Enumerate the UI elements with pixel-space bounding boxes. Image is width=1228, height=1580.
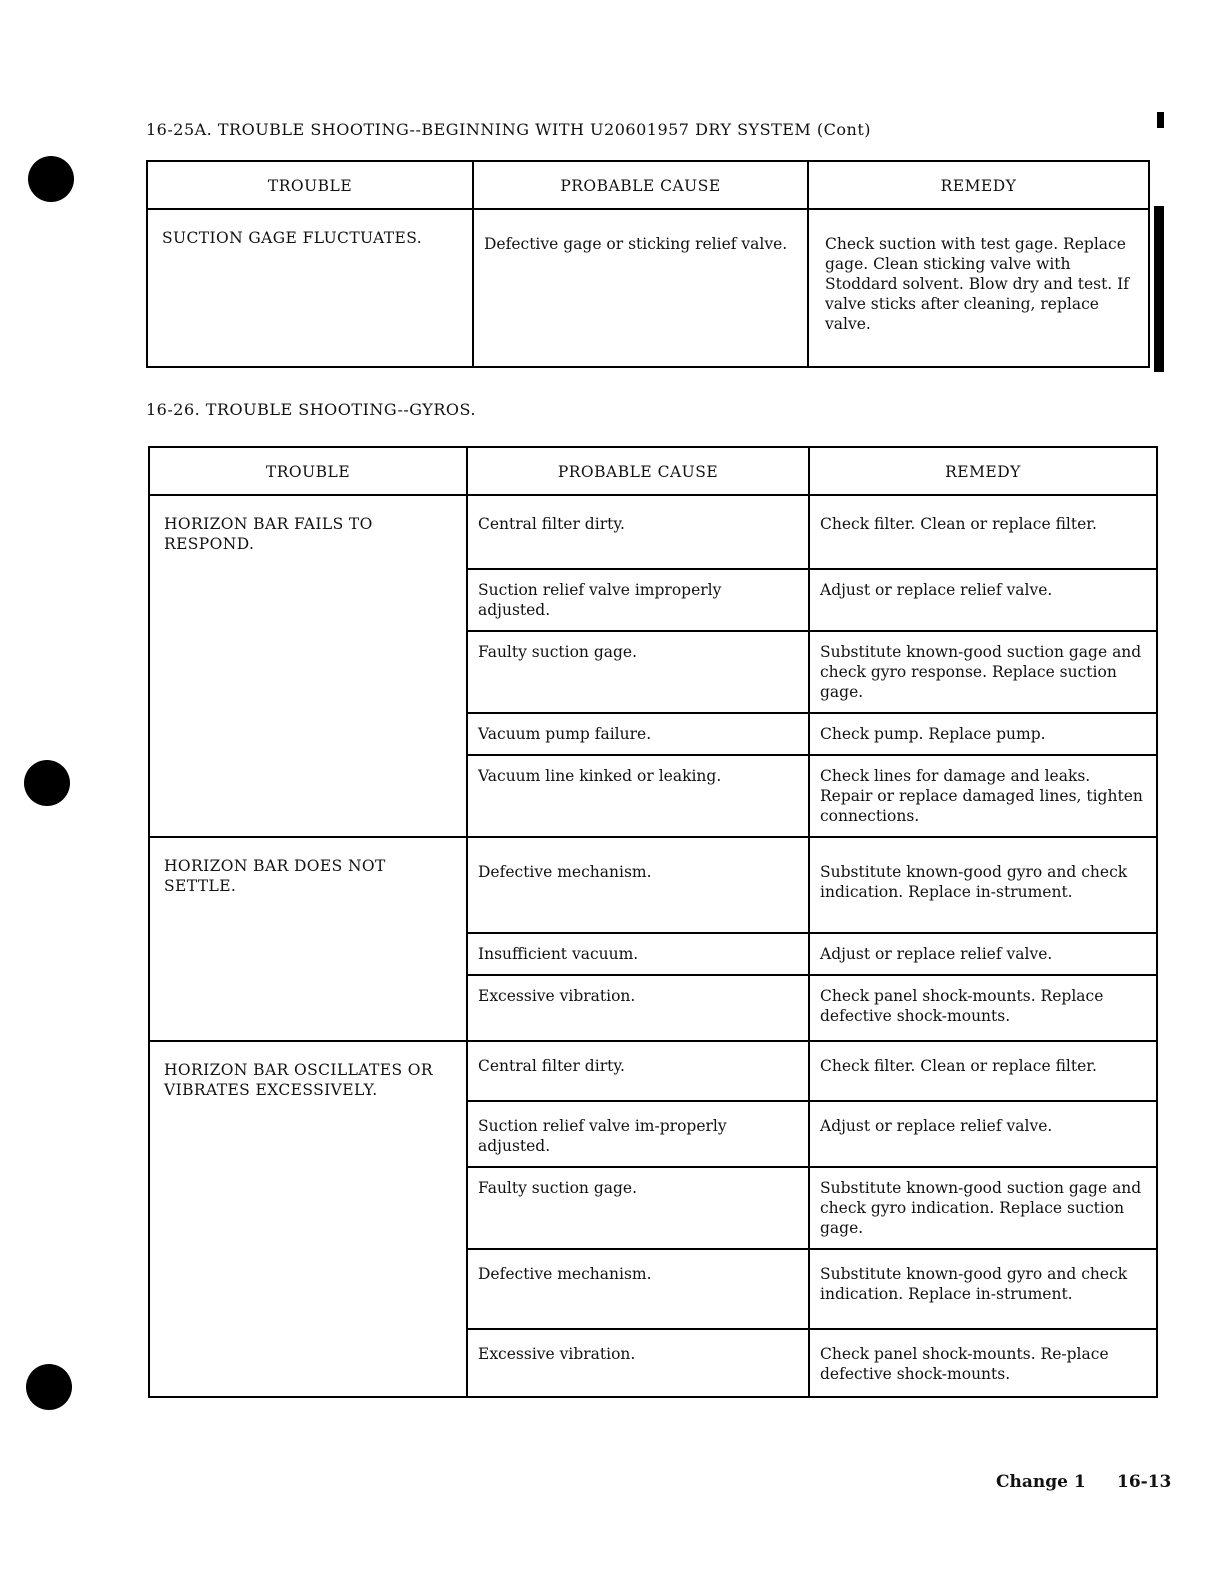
troubleshooting-table-dry-system: [146, 160, 1150, 368]
remedy-cell: Check filter. Clean or replace filter.: [809, 495, 1157, 569]
table-row: [149, 1041, 1157, 1101]
cause-cell: Defective mechanism.: [467, 837, 809, 933]
remedy-cell: Adjust or replace relief valve.: [809, 1101, 1157, 1167]
remedy-cell: Check suction with test gage. Replace gage. Clean sticking valve with Stoddard solvent. Blow dry and test. If valve sticks after cleaning, replace valve.: [808, 209, 1149, 367]
remedy-cell: Substitute known-good gyro and check indication. Replace in-strument.: [809, 1249, 1157, 1329]
remedy-cell: Adjust or replace relief valve.: [809, 569, 1157, 631]
change-bar: [1154, 206, 1164, 372]
remedy-cell: Check panel shock-mounts. Re-place defective shock-mounts.: [809, 1329, 1157, 1397]
binder-hole-middle: [24, 760, 70, 806]
remedy-cell: Adjust or replace relief valve.: [809, 933, 1157, 975]
table-row: [149, 837, 1157, 933]
cause-cell: Vacuum pump failure.: [467, 713, 809, 755]
footer-page-number: 16-13: [1117, 1472, 1172, 1492]
header-remedy: REMEDY: [809, 447, 1157, 495]
table-row: [147, 209, 1149, 367]
cause-cell: Excessive vibration.: [467, 975, 809, 1041]
header-probable-cause: PROBABLE CAUSE: [473, 161, 808, 209]
table-header-row: [149, 447, 1157, 495]
table-row: [149, 495, 1157, 569]
binder-hole-bottom: [26, 1364, 72, 1410]
section-title-16-26: 16-26. TROUBLE SHOOTING--GYROS.: [146, 400, 476, 419]
cause-cell: Insufficient vacuum.: [467, 933, 809, 975]
trouble-cell: HORIZON BAR OSCILLATES OR VIBRATES EXCESSIVELY.: [149, 1041, 467, 1397]
change-mark-top: [1157, 112, 1164, 128]
trouble-cell: SUCTION GAGE FLUCTUATES.: [147, 209, 473, 367]
cause-cell: Vacuum line kinked or leaking.: [467, 755, 809, 837]
table-header-row: [147, 161, 1149, 209]
remedy-cell: Substitute known-good suction gage and check gyro indication. Replace suction gage.: [809, 1167, 1157, 1249]
cause-cell: Faulty suction gage.: [467, 631, 809, 713]
remedy-cell: Check lines for damage and leaks. Repair or replace damaged lines, tighten connections.: [809, 755, 1157, 837]
remedy-cell: Substitute known-good suction gage and check gyro response. Replace suction gage.: [809, 631, 1157, 713]
trouble-cell: HORIZON BAR DOES NOT SETTLE.: [149, 837, 467, 1041]
cause-cell: Faulty suction gage.: [467, 1167, 809, 1249]
troubleshooting-table-gyros: [148, 446, 1158, 1398]
footer-change: Change 1: [996, 1472, 1086, 1492]
remedy-cell: Check panel shock-mounts. Replace defective shock-mounts.: [809, 975, 1157, 1041]
cause-cell: Excessive vibration.: [467, 1329, 809, 1397]
header-trouble: TROUBLE: [149, 447, 467, 495]
remedy-cell: Check filter. Clean or replace filter.: [809, 1041, 1157, 1101]
header-probable-cause: PROBABLE CAUSE: [467, 447, 809, 495]
header-trouble: TROUBLE: [147, 161, 473, 209]
header-remedy: REMEDY: [808, 161, 1149, 209]
cause-cell: Suction relief valve improperly adjusted.: [467, 569, 809, 631]
cause-cell: Central filter dirty.: [467, 495, 809, 569]
binder-hole-top: [28, 156, 74, 202]
trouble-cell: HORIZON BAR FAILS TO RESPOND.: [149, 495, 467, 837]
remedy-cell: Check pump. Replace pump.: [809, 713, 1157, 755]
remedy-cell: Substitute known-good gyro and check indication. Replace in-strument.: [809, 837, 1157, 933]
cause-cell: Central filter dirty.: [467, 1041, 809, 1101]
cause-cell: Defective gage or sticking relief valve.: [473, 209, 808, 367]
section-title-16-25a: 16-25A. TROUBLE SHOOTING--BEGINNING WITH U20601957 DRY SYSTEM (Cont): [146, 120, 871, 139]
cause-cell: Defective mechanism.: [467, 1249, 809, 1329]
cause-cell: Suction relief valve im-properly adjusted.: [467, 1101, 809, 1167]
